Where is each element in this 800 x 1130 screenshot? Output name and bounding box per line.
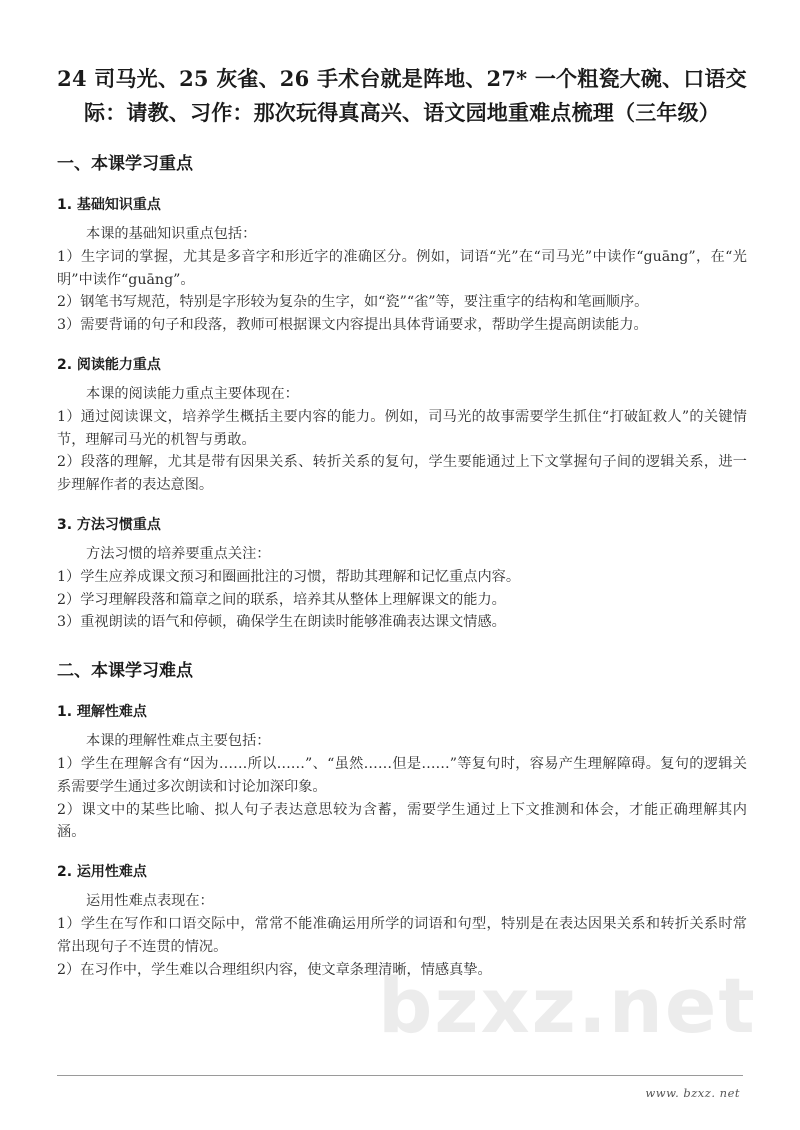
- list-item: 1）通过阅读课文，培养学生概括主要内容的能力。例如，司马光的故事需要学生抓住“打破缸救人”的关键情节，理解司马光的机智与勇敢。: [57, 408, 747, 448]
- section-difficulties: [57, 659, 747, 981]
- section-key-points: [57, 152, 747, 634]
- subsection-basic-knowledge: [57, 194, 747, 337]
- subsection-heading: 3. 方法习惯重点: [57, 516, 161, 533]
- list-item: 3）重视朗读的语气和停顿，确保学生在朗读时能够准确表达课文情感。: [57, 614, 506, 631]
- list-item: 2）钢笔书写规范，特别是字形较为复杂的生字，如“瓷”“雀”等，要注重字的结构和笔画顺序。: [57, 294, 649, 311]
- subsection-heading: 1. 理解性难点: [57, 704, 147, 721]
- list-item: 2）段落的理解，尤其是带有因果关系、转折关系的复句，学生要能通过上下文掌握句子间的逻辑关系，进一步理解作者的表达意图。: [57, 454, 747, 494]
- subsection-reading-ability: [57, 354, 747, 497]
- watermark: bzxz.net: [378, 961, 757, 1050]
- list-item: 1）学生在写作和口语交际中，常常不能准确运用所学的词语和句型，特别是在表达因果关系和转折关系时常常出现句子不连贯的情况。: [57, 915, 747, 955]
- section-heading: 二、本课学习难点: [57, 661, 193, 682]
- list-item: 3）需要背诵的句子和段落，教师可根据课文内容提出具体背诵要求，帮助学生提高朗读能力。: [57, 317, 648, 334]
- section-heading: 一、本课学习重点: [57, 154, 193, 174]
- list-item: 1）学生在理解含有“因为……所以……”、“虽然……但是……”等复句时，容易产生理解障碍。复句的逻辑关系需要学生通过多次朗读和讨论加深印象。: [57, 755, 747, 795]
- subsection-heading: 2. 阅读能力重点: [57, 356, 161, 373]
- subsection-heading: 2. 运用性难点: [57, 864, 147, 881]
- subsection-application-difficulties: [57, 861, 747, 981]
- list-item: 1）学生应养成课文预习和圈画批注的习惯，帮助其理解和记忆重点内容。: [57, 568, 521, 585]
- subsection-intro: 本课的理解性难点主要包括：: [86, 733, 271, 750]
- subsection-method-habits: [57, 514, 747, 634]
- list-item: 2）在习作中，学生难以合理组织内容，使文章条理清晰，情感真挚。: [57, 961, 492, 978]
- subsection-intro: 运用性难点表现在：: [86, 893, 214, 910]
- subsection-intro: 方法习惯的培养要重点关注：: [86, 545, 271, 562]
- subsection-intro: 本课的阅读能力重点主要体现在：: [86, 385, 299, 402]
- list-item: 2）课文中的某些比喻、拟人句子表达意思较为含蓄，需要学生通过上下文推测和体会，才能正确理解其内涵。: [57, 801, 747, 841]
- subsection-heading: 1. 基础知识重点: [57, 197, 161, 213]
- footer-divider: [57, 1075, 743, 1076]
- footer-site-url: www. bzxz. net: [645, 1086, 740, 1100]
- document-page: [57, 62, 747, 981]
- list-item: 2）学习理解段落和篇章之间的联系，培养其从整体上理解课文的能力。: [57, 591, 506, 608]
- list-item: 1）生字词的掌握，尤其是多音字和形近字的准确区分。例如，词语“光”在“司马光”中读作“guāng”，在“光明”中读作“guāng”。: [57, 248, 747, 288]
- subsection-comprehension-difficulties: [57, 701, 747, 844]
- subsection-intro: 本课的基础知识重点包括：: [86, 226, 257, 242]
- document-title: 24 司马光、25 灰雀、26 手术台就是阵地、27* 一个粗瓷大碗、口语交际：请教、习作：那次玩得真高兴、语文园地重难点梳理（三年级）: [57, 66, 747, 125]
